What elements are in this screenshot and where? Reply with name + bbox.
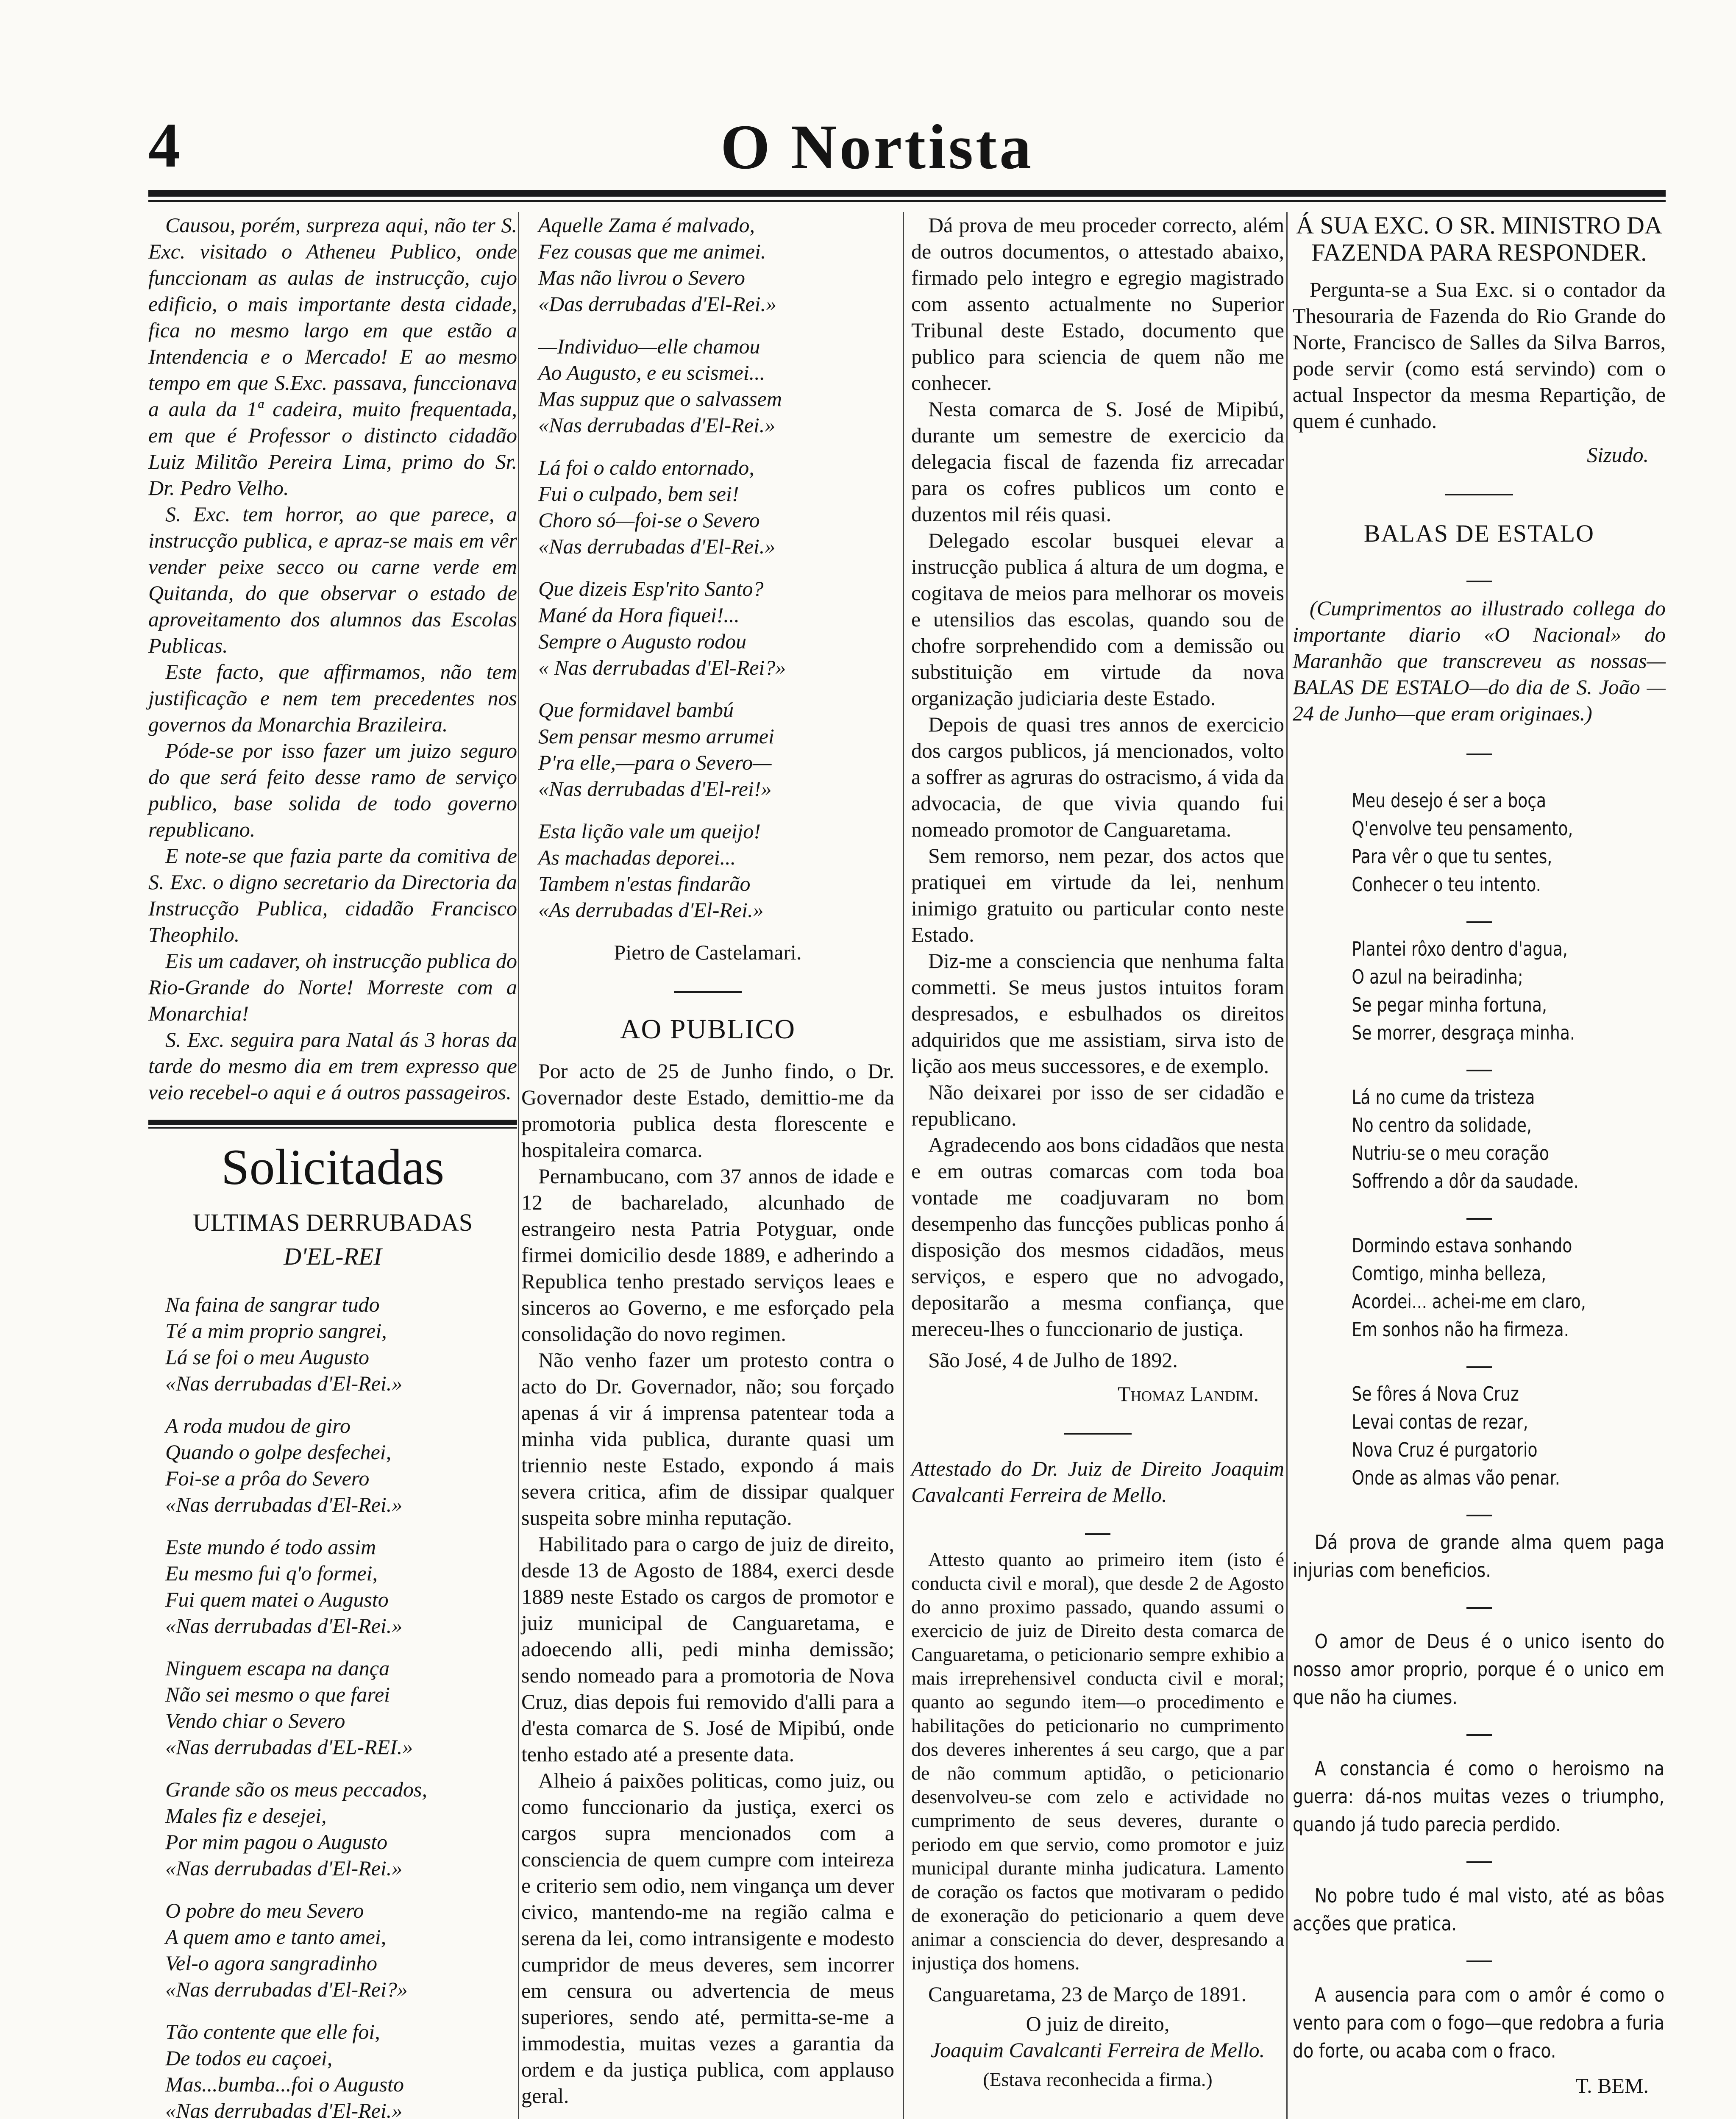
dateline: São José, 4 de Julho de 1892. (928, 1348, 1178, 1372)
verse-line: Sem pensar mesmo arrumei (538, 724, 774, 748)
verse-line: Eu mesmo fui q'o formei, (165, 1561, 378, 1585)
verse-line: Esta lição vale um queijo! (538, 819, 761, 843)
stanza (521, 818, 894, 923)
verse-line: P'ra elle,—para o Severo— (538, 751, 772, 774)
poem-subtitle: D'EL-REI (284, 1243, 382, 1270)
article-body (521, 1058, 894, 2109)
verse-line: Dormindo estava sonhando (1352, 1234, 1572, 1257)
paragraph: Agradecendo aos bons cidadãos que nesta e em outras comarcas com toda boa vontade me coadjuvaram no bom desempenho das funcções publicas ponho á disposição dos mesmos cidadãos, meus serviços, e espero que no advogado, depositarão a mesma confiança, que mereceu-lhes o funccionario de justiça. (911, 1133, 1284, 1340)
header-rule (148, 190, 1666, 197)
verse-line: «Nas derrubadas d'El-Rei.» (165, 1493, 403, 1516)
verse-line: Grande são os meus peccados, (165, 1777, 427, 1801)
saying: No pobre tudo é mal visto, até as bôas acções que pratica. (1293, 1884, 1665, 1935)
masthead-title: O Nortista (721, 112, 1034, 182)
section-title: BALAS DE ESTALO (1363, 520, 1595, 547)
paragraph: Habilitado para o cargo de juiz de direito, desde 13 de Agosto de 1884, exerci desde 1889 neste Estado os cargos de promotor e juiz municipal de Canguaretama, e adoecendo alli, pedi minha demissão; sendo nomeado para a promotoria de Nova Cruz, dias depois fui removido d'alli para a d'esta comarca de S. José de Mipibú, onde tenho estado até a presente data. (521, 1532, 894, 1766)
stanza (1293, 1380, 1599, 1492)
stanza (148, 1291, 517, 1396)
verse-line: Mas...bumba...foi o Augusto (165, 2072, 404, 2096)
verse-line: Lá foi o caldo entornado, (538, 456, 754, 479)
verse-line: Tambem n'estas findarão (538, 872, 751, 895)
verse-line: No centro da solidade, (1352, 1114, 1532, 1137)
verse-line: Nutriu-se o meu coração (1352, 1142, 1549, 1165)
paragraph: Sem remorso, nem pezar, dos actos que pratiquei em virtude da lei, nenhum inimigo gratuito ou particular conto neste Estado. (911, 844, 1284, 946)
paragraph: Por acto de 25 de Junho findo, o Dr. Governador deste Estado, demittio-me da promotoria publica desta florescente e hospitaleira comarca. (521, 1059, 894, 1162)
stanza (521, 333, 894, 438)
signature: T. BEM. (1575, 2074, 1649, 2097)
paragraph: Não venho fazer um protesto contra o acto do Dr. Governador, não; sou forçado apenas á vir á imprensa patentear toda a minha vida publica, durante quasi um triennio neste Estado, expondo á mais severa critica, afim de dissipar qualquer suspeita sobre minha reputação. (521, 1348, 894, 1529)
paragraph: Este facto, que affirmamos, não tem justificação e nem tem precedentes nos governos da Monarchia Brazileira. (148, 660, 517, 736)
column-1 (148, 212, 517, 2119)
verse-line: «Das derrubadas d'El-Rei.» (538, 292, 777, 316)
divider (911, 1515, 1284, 1541)
verse-line: «As derrubadas d'El-Rei.» (538, 898, 764, 922)
divider (1293, 1588, 1666, 1615)
verse-line: Vendo chiar o Severo (165, 1709, 345, 1732)
verse-line: Soffrendo a dôr da saudade. (1352, 1170, 1579, 1193)
verse-line: O pobre do meu Severo (165, 1899, 364, 1922)
verse-line: «Nas derrubadas d'El-Rei.» (538, 534, 776, 558)
paragraph: Depois de quasi tres annos de exercicio dos cargos publicos, já mencionados, volto a soffrer as agruras do ostracismo, á vida da advocacia, de que vivia quando fui nomeado promotor de Canguaretama. (911, 712, 1284, 841)
stanza (521, 212, 894, 317)
verse-line: Que formidavel bambú (538, 698, 734, 722)
stanza (148, 1776, 517, 1881)
signature: Sizudo. (1587, 443, 1649, 467)
stanza (521, 697, 894, 802)
verse-line: Se pegar minha fortuna, (1352, 993, 1547, 1016)
verse-line: Mas não livrou o Severo (538, 266, 745, 289)
verse-line: Té a mim proprio sangrei, (165, 1319, 387, 1343)
article-title: Á SUA EXC. O SR. MINISTRO DA FAZENDA PARA RESPONDER. (1296, 211, 1662, 266)
verse-line: «Nas derrubadas d'El-Rei.» (165, 1371, 403, 1395)
verse-line: Choro só—foi-se o Severo (538, 508, 760, 532)
verse-line: De todos eu caçoei, (165, 2046, 333, 2070)
verse-line: Lá se foi o meu Augusto (165, 1345, 370, 1369)
verse-line: As machadas deporei... (538, 845, 736, 869)
column-divider (518, 212, 519, 2119)
stanza (148, 1897, 517, 2002)
saying: A ausencia para com o amôr é como o vento para com o fogo—que redobra a furia do forte, ou acaba com o fraco. (1293, 1983, 1665, 2062)
stanza (1293, 787, 1599, 898)
folk-verses (1293, 787, 1666, 1522)
paragraph: Causou, porém, surpreza aqui, não ter S. Exc. visitado o Atheneu Publico, onde funccionam as aulas de instrucção, cujo edificio, o mais importante desta cidade, fica no mesmo largo em que estão a Intendencia e o Mercado! E ao mesmo tempo em que S.Exc. passava, funccionava a aula da 1ª cadeira, muito frequentada, em que é Professor o distincto cidadão Luiz Militão Pereira Lima, primo do Sr. Dr. Pedro Velho. (148, 213, 517, 500)
verse-line: Não sei mesmo o que farei (165, 1682, 390, 1706)
verse-line: «Nas derrubadas d'EL-REI.» (165, 1735, 413, 1759)
signature: Thomaz Landim. (1117, 1382, 1259, 1406)
divider (1293, 1199, 1666, 1226)
verse-line: Por mim pagou o Augusto (165, 1830, 388, 1854)
divider (1293, 1942, 1666, 1968)
poem-stanzas (148, 1291, 517, 2119)
intro-article (148, 212, 517, 1105)
verse-line: A quem amo e tanto amei, (165, 1925, 387, 1949)
verse-line: «Nas derrubadas d'El-Rei.» (538, 413, 776, 437)
paragraph: S. Exc. tem horror, ao que parece, a instrucção publica, e apraz-se mais em vêr vender peixe secco ou carne verde em Quitanda, do que observar o estado de aproveitamento dos alumnos das Escolas Publicas. (148, 502, 517, 657)
column-2 (521, 212, 894, 2109)
column-4 (1293, 212, 1666, 2103)
verse-line: Onde as almas vão penar. (1352, 1466, 1560, 1489)
verse-line: Nova Cruz é purgatorio (1352, 1438, 1538, 1461)
divider (1293, 1348, 1666, 1374)
saying: O amor de Deus é o unico isento do nosso amor proprio, porque é o unico em que não ha ciumes. (1293, 1630, 1665, 1709)
section-rule-thin (148, 1127, 517, 1129)
verse-line: Conhecer o teu intento. (1352, 873, 1541, 896)
verse-line: Ninguem escapa na dança (165, 1656, 390, 1680)
divider (1293, 1843, 1666, 1869)
stanza (1293, 1083, 1599, 1195)
saying: A constancia é como o heroismo na guerra: dá-nos muitas vezes o triumpho, quando já tudo parecia perdido. (1293, 1757, 1665, 1836)
verse-line: —Individuo—elle chamou (538, 334, 760, 358)
verse-line: Plantei rôxo dentro d'agua, (1352, 937, 1568, 960)
stanza (521, 576, 894, 681)
divider (1293, 735, 1666, 761)
paragraph: Não deixarei por isso de ser cidadão e republicano. (911, 1080, 1284, 1130)
poem-signature: Pietro de Castelamari. (614, 940, 802, 964)
divider (1293, 1716, 1666, 1742)
verse-line: Lá no cume da tristeza (1352, 1086, 1535, 1109)
verse-line: Quando o golpe desfechei, (165, 1440, 392, 1464)
verse-line: Comtigo, minha belleza, (1352, 1262, 1547, 1285)
attest-date: Canguaretama, 23 de Março de 1891. (928, 1982, 1247, 2006)
stanza (148, 1655, 517, 1760)
verse-line: A roda mudou de giro (165, 1414, 351, 1438)
verse-line: Tão contente que elle foi, (165, 2020, 380, 2044)
verse-line: Levai contas de rezar, (1352, 1410, 1528, 1433)
verse-line: Em sonhos não ha firmeza. (1352, 1318, 1569, 1341)
verse-line: Meu desejo é ser a boça (1352, 789, 1547, 812)
ornament-rule (911, 1418, 1284, 1444)
stanza (1293, 935, 1599, 1047)
sayings (1293, 1528, 1666, 2065)
verse-line: Mas suppuz que o salvassem (538, 387, 782, 411)
stanza (148, 1413, 517, 1518)
verse-line: Que dizeis Esp'rito Santo? (538, 577, 764, 601)
paragraph: E note-se que fazia parte da comitiva de S. Exc. o digno secretario da Directoria da Instrucção Publica, cidadão Francisco Theophilo. (148, 844, 517, 946)
stanza (148, 1534, 517, 1639)
divider (1293, 562, 1666, 588)
divider (1293, 903, 1666, 929)
verse-line: Males fiz e desejei, (165, 1804, 327, 1827)
stanza (521, 454, 894, 559)
divider (1293, 1496, 1666, 1522)
paragraph: Delegado escolar busquei elevar a instrucção publica á altura de um dogma, e cogitava de meios para melhorar os moveis e utensilios das escolas, quando sou de chofre sorprehendido com a demissão ou substituição em virtude da nova organização judiciaria deste Estado. (911, 528, 1284, 710)
verse-line: Foi-se a prôa do Severo (165, 1466, 370, 1490)
verse-line: «Nas derrubadas d'El-Rei.» (165, 1614, 403, 1638)
verse-line: Se fôres á Nova Cruz (1352, 1382, 1519, 1405)
attest-text: Attesto quanto ao primeiro item (isto é conducta civil e moral), que desde 2 de Agosto do anno proximo passado, quando assumi o exercicio de juiz de Direito desta comarca de Canguaretama, o peticionario sempre exhibio a mais irreprehensivel conducta civil e moral; quanto ao segundo item—o procedimento e habilitações do peticionario no cumprimento dos deveres inherentes á seu cargo, que a par de não commum aptidão, o peticionario desenvolveu-se com zelo e actividade no cumprimento de seus deveres, durante o periodo em que servio, como promotor e juiz municipal durante minha judicatura. Lamento de coração os factos que motivaram o pedido de exoneração do peticionario a quem deve animar a consciencia do dever, despresando a injustiça dos homens. (911, 1549, 1284, 1974)
section-title: Solicitadas (221, 1139, 445, 1195)
paragraph: Póde-se por isso fazer um juizo seguro do que será feito desse ramo de serviço publico, base solida de todo governo republicano. (148, 739, 517, 841)
paragraph: Nesta comarca de S. José de Mipibú, durante um semestre de exercicio da delegacia fiscal de fazenda fiz arrecadar para os cofres publicos um conto e duzentos mil réis quasi. (911, 397, 1284, 526)
verse-line: «Nas derrubadas d'El-rei!» (538, 777, 772, 801)
verse-line: «Nas derrubadas d'El-Rei.» (165, 1856, 403, 1880)
stanza (1293, 1232, 1599, 1343)
verse-line: Aquelle Zama é malvado, (538, 213, 755, 237)
page-number: 4 (148, 110, 180, 181)
verse-line: Para vêr o que tu sentes, (1352, 845, 1552, 868)
column-divider (1286, 212, 1288, 2119)
section-note: (Cumprimentos ao illustrado collega do importante diario «O Nacional» do Maranhão que transcreveu as nossas—BALAS DE ESTALO—do dia de S. João —24 de Junho—que eram originaes.) (1293, 596, 1666, 725)
verse-line: Sempre o Augusto rodou (538, 629, 747, 653)
header-rule-thin (148, 200, 1666, 202)
attest-role: O juiz de direito, (1026, 2012, 1170, 2036)
verse-line: Na faina de sangrar tudo (165, 1293, 380, 1316)
verse-line: Fui o culpado, bem sei! (538, 482, 739, 506)
ornament-rule (1293, 479, 1666, 505)
stanza (148, 2019, 517, 2119)
verse-line: «Nas derrubadas d'El-Rei.» (165, 2099, 403, 2119)
column-divider (903, 212, 904, 2119)
verse-line: Ao Augusto, e eu scismei... (538, 361, 765, 384)
section-rule (148, 1120, 517, 1125)
verse-line: « Nas derrubadas d'El-Rei?» (538, 656, 786, 679)
paragraph: S. Exc. seguira para Natal ás 3 horas da tarde do mesmo dia em trem expresso que veio recebel-o aqui e á outros passageiros. (148, 1028, 517, 1104)
attest-title: Attestado do Dr. Juiz de Direito Joaquim Cavalcanti Ferreira de Mello. (911, 1457, 1284, 1507)
attest-note: (Estava reconhecida a firma.) (983, 2069, 1213, 2090)
saying: Dá prova de grande alma quem paga injurias com beneficios. (1293, 1531, 1665, 1582)
poem-stanzas (521, 212, 894, 923)
divider (1293, 1051, 1666, 1077)
article-title: AO PUBLICO (620, 1014, 796, 1045)
verse-line: Acordei... achei-me em claro, (1352, 1290, 1586, 1313)
paragraph: Alheio á paixões politicas, como juiz, ou como funccionario da justiça, exerci os cargos supra mencionados com a consciencia de quem cumpre com inteireza e criterio sem odio, nem vingança um dever civico, mantendo-me na região calma e serena da lei, como intransigente e modesto cumpridor de meus deveres, sem incorrer em censura ou advertencia de meus superiores, sendo até, permitta-se-me a immodestia, muitas vezes a garantia da ordem e da justiça publica, com applauso geral. (521, 1769, 894, 2108)
verse-line: «Nas derrubadas d'El-Rei?» (165, 1977, 408, 2001)
paragraph: Pergunta-se a Sua Exc. si o contador da Thesouraria de Fazenda do Rio Grande do Norte, Francisco de Salles da Silva Barros, pode servir (como está servindo) com o actual Inspector da mesma Repartição, de quem é cunhado. (1293, 278, 1666, 433)
verse-line: Fez cousas que me animei. (538, 239, 766, 263)
paragraph: Pernambucano, com 37 annos de idade e 12 de bacharelado, alcunhado de estrangeiro nesta Patria Potyguar, onde firmei domicilio desde 1889, e adherindo a Republica tenho prestado serviços leaes e sinceros ao Governo, e me esforçado pela consolidação do novo regimen. (521, 1164, 894, 1346)
paragraph: Diz-me a consciencia que nenhuma falta commetti. Se meus justos intuitos foram despresados, e esbulhados os direitos adquiridos que me assistiam, sirva isto de lição aos meus successores, e de exemplo. (911, 949, 1284, 1078)
verse-line: Mané da Hora fiquei!... (538, 603, 740, 627)
verse-line: Se morrer, desgraça minha. (1352, 1021, 1575, 1044)
poem-title: ULTIMAS DERRUBADAS (192, 1209, 473, 1236)
verse-line: Fui quem matei o Augusto (165, 1588, 389, 1611)
paragraph: Eis um cadaver, oh instrucção publica do Rio-Grande do Norte! Morreste com a Monarchia! (148, 949, 517, 1025)
verse-line: O azul na beiradinha; (1352, 965, 1523, 988)
ornament-rule (521, 976, 894, 1003)
verse-line: Q'envolve teu pensamento, (1352, 817, 1573, 840)
verse-line: Este mundo é todo assim (165, 1535, 376, 1559)
verse-line: Vel-o agora sangradinho (165, 1951, 377, 1975)
column-3 (911, 212, 1284, 2093)
paragraph: Dá prova de meu proceder correcto, além de outros documentos, o attestado abaixo, firmado pelo integro e egregio magistrado com assento actualmente no Superior Tribunal deste Estado, documento que publico para sciencia de quem não me conhecer. (911, 213, 1284, 395)
attest-name: Joaquim Cavalcanti Ferreira de Mello. (930, 2038, 1265, 2062)
